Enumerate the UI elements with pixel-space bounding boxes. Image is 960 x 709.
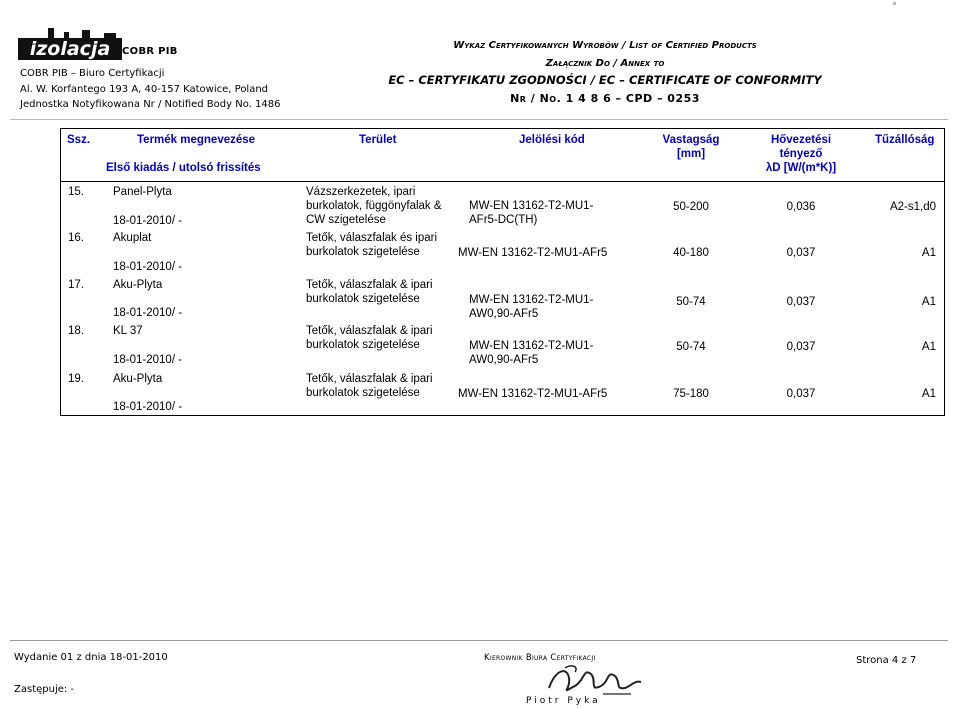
- cert-line-number: Nr / No. 1 4 8 6 – CPD – 0253: [510, 92, 700, 105]
- footer-divider: [10, 640, 948, 641]
- row-area-line: Tetők, válaszfalak & ipari: [306, 373, 433, 385]
- row-area-line: CW szigetelése: [306, 214, 386, 226]
- row-code-line: MW-EN 13162-T2-MU1-AFr5: [458, 247, 608, 259]
- logo-subtitle: COBR PIB: [122, 46, 178, 57]
- row-area-line: burkolatok szigetelése: [306, 339, 420, 351]
- col-header-code: Jelölési kód: [519, 134, 585, 146]
- row-area-line: burkolatok, függönyfalak &: [306, 200, 442, 212]
- lab-line: Jednostka Notyfikowana Nr / Notified Body No. 1486: [20, 99, 281, 110]
- product-table: [60, 128, 945, 416]
- row-area-line: Tetők, válaszfalak & ipari: [306, 279, 433, 291]
- row-fire-class: A1: [921, 388, 936, 400]
- certificate-title-block: [380, 37, 830, 109]
- izolacja-logo-mark: [18, 28, 122, 60]
- row-fire-class: A2-s1,d0: [889, 201, 936, 213]
- row-area-line: Vázszerkezetek, ipari: [306, 186, 416, 198]
- row-fire-class: A1: [921, 296, 936, 308]
- col-header-lambda-2: tényező: [779, 148, 823, 160]
- row-thickness: 50-74: [676, 296, 706, 308]
- row-product-name: Aku-Plyta: [113, 373, 163, 385]
- cert-line-list: Wykaz Certyfikowanych Wyrobów / List of Certified Products: [453, 40, 757, 51]
- cert-line-certificate: EC – CERTYFIKATU ZGODNOŚCI / EC – CERTIFICATE OF CONFORMITY: [388, 73, 822, 87]
- col-header-thickness-unit: [mm]: [676, 148, 706, 160]
- row-fire-class: A1: [921, 341, 936, 353]
- scan-speck: [893, 2, 896, 5]
- replaces-note: Zastępuje: -: [14, 684, 75, 695]
- row-product-name: KL 37: [113, 325, 143, 337]
- row-issue-date: 18-01-2010/ -: [113, 215, 183, 227]
- row-code-line: AW0,90-AFr5: [469, 354, 539, 366]
- row-number: 19.: [68, 373, 84, 385]
- logo-wordmark: izolacja: [29, 38, 111, 60]
- page-indicator: Strona 4 z 7: [856, 655, 917, 666]
- row-lambda: 0,036: [786, 201, 816, 213]
- row-issue-date: 18-01-2010/ -: [113, 261, 183, 273]
- row-code-line: AW0,90-AFr5: [469, 308, 539, 320]
- row-issue-date: 18-01-2010/ -: [113, 354, 183, 366]
- row-thickness: 50-74: [676, 341, 706, 353]
- row-area-line: burkolatok szigetelése: [306, 387, 420, 399]
- row-lambda: 0,037: [786, 388, 816, 400]
- row-code-line: MW-EN 13162-T2-MU1-: [469, 294, 594, 306]
- row-number: 16.: [68, 232, 84, 244]
- row-area-line: burkolatok szigetelése: [306, 293, 420, 305]
- row-issue-date: 18-01-2010/ -: [113, 401, 183, 413]
- col-header-fire: Tűzállóság: [875, 134, 935, 146]
- row-lambda: 0,037: [786, 341, 816, 353]
- col-header-area: Terület: [359, 134, 397, 146]
- row-product-name: Aku-Plyta: [113, 279, 163, 291]
- row-code-line: MW-EN 13162-T2-MU1-: [469, 340, 594, 352]
- col-header-product-name: Termék megnevezése: [137, 134, 256, 146]
- row-lambda: 0,037: [786, 296, 816, 308]
- issue-note: Wydanie 01 z dnia 18-01-2010: [14, 652, 168, 663]
- row-thickness: 40-180: [673, 247, 709, 259]
- col-header-lambda-unit: λD [W/(m*K)]: [765, 162, 837, 174]
- lab-line: Al. W. Korfantego 193 A, 40-157 Katowice, Poland: [20, 83, 269, 95]
- col-header-lambda: Hővezetési: [770, 134, 832, 146]
- row-issue-date: 18-01-2010/ -: [113, 307, 183, 319]
- row-thickness: 50-200: [673, 201, 709, 213]
- row-lambda: 0,037: [786, 247, 816, 259]
- row-number: 18.: [68, 325, 84, 337]
- col-header-ssz: Ssz.: [67, 134, 91, 146]
- certification-body-address: [20, 66, 280, 113]
- header-divider: [10, 119, 948, 120]
- signer-name: Piotr Pyka: [526, 696, 601, 706]
- signature-image: [545, 660, 645, 700]
- row-number: 15.: [68, 186, 84, 198]
- row-area-line: Tetők, válaszfalak & ipari: [306, 325, 433, 337]
- row-area-line: burkolatok szigetelése: [306, 246, 420, 258]
- row-area-line: Tetők, válaszfalak és ipari: [306, 232, 438, 244]
- cert-line-annex: Załącznik Do / Annex to: [545, 57, 665, 69]
- lab-line: COBR PIB – Biuro Certyfikacji: [20, 68, 165, 79]
- row-code-line: MW-EN 13162-T2-MU1-: [469, 200, 594, 212]
- row-code-line: AFr5-DC(TH): [469, 214, 538, 226]
- col-header-issue: Első kiadás / utolsó frissítés: [106, 162, 261, 174]
- certification-head-title: Kierownik Biura Certyfikacji: [484, 653, 596, 663]
- col-header-thickness: Vastagság: [662, 134, 720, 146]
- row-product-name: Akuplat: [113, 232, 152, 244]
- row-fire-class: A1: [921, 247, 936, 259]
- row-number: 17.: [68, 279, 84, 291]
- row-thickness: 75-180: [673, 388, 709, 400]
- row-product-name: Panel-Plyta: [113, 186, 172, 198]
- table-header-divider: [61, 181, 944, 182]
- row-code-line: MW-EN 13162-T2-MU1-AFr5: [458, 388, 608, 400]
